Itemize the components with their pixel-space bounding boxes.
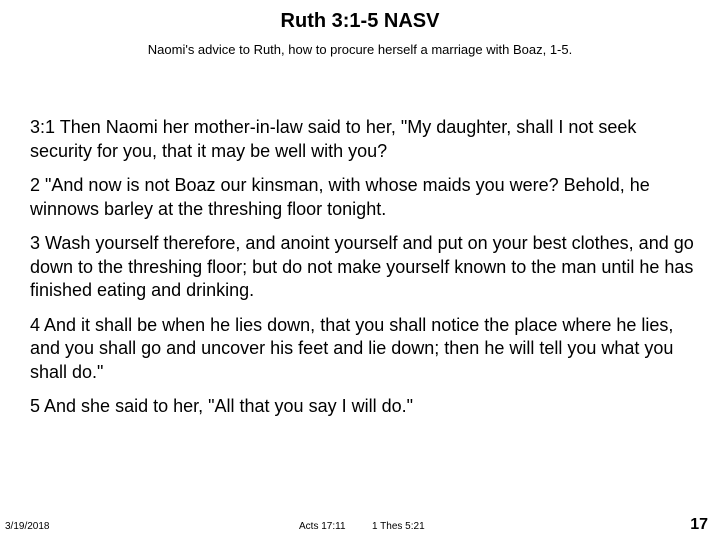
scripture-text <box>30 116 700 430</box>
slide-subtitle: Naomi's advice to Ruth, how to procure herself a marriage with Boaz, 1‑5. <box>147 42 573 57</box>
verse-4: 4 And it shall be when he lies down, that you shall notice the place where he lies, and you shall go and uncover his feet and lie down; then he will tell you what you shall do." <box>30 314 674 382</box>
footer-date: 3/19/2018 <box>5 521 50 532</box>
verse-3: 3 Wash yourself therefore, and anoint yourself and put on your best clothes, and go down to the threshing floor; but do not make yourself known to the man until he has finished eating and drinking. <box>30 233 694 300</box>
verse-1: 3:1 Then Naomi her mother-in-law said to her, "My daughter, shall I not seek security for you, that it may be well with you? <box>30 117 637 161</box>
verse-2: 2 "And now is not Boaz our kinsman, with whose maids you were? Behold, he winnows barley at the threshing floor tonight. <box>30 175 650 219</box>
verse-5: 5 And she said to her, "All that you say I will do." <box>30 396 413 416</box>
footer-ref-acts: Acts 17:11 <box>299 521 346 532</box>
page-number: 17 <box>690 516 708 533</box>
footer-ref-thes: 1 Thes 5:21 <box>372 521 425 532</box>
slide-title: Ruth 3:1-5 NASV <box>280 10 440 32</box>
